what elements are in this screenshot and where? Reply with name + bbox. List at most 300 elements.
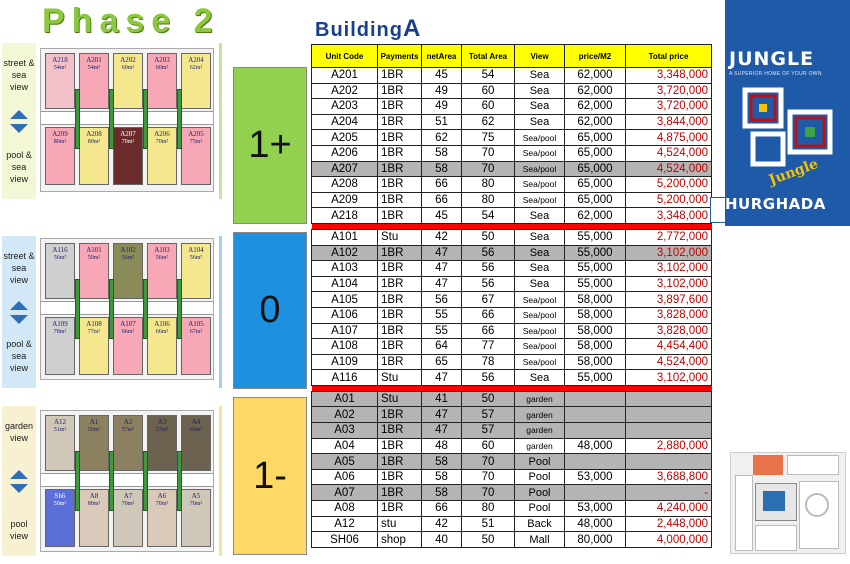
- plan-unit: [45, 53, 75, 109]
- plan-unit: [45, 317, 75, 375]
- plan-unit: [147, 243, 177, 299]
- cell-code: A202: [312, 83, 378, 99]
- cell-view: Sea: [515, 229, 565, 245]
- arrow-down-icon: [10, 315, 28, 324]
- cell-pay: 1BR: [378, 245, 422, 261]
- cell-code: A06: [312, 469, 378, 485]
- table-row: [312, 161, 712, 177]
- table-row: [312, 339, 712, 355]
- floor-upper-label: 1+: [248, 124, 292, 166]
- cell-total-price: 3,102,000: [626, 261, 712, 277]
- plan-unit-code: A106: [154, 320, 170, 328]
- plan-unit: [181, 127, 211, 185]
- cell-view: Pool: [515, 469, 565, 485]
- plan-unit: [181, 53, 211, 109]
- stair-core: [177, 279, 182, 339]
- cell-code: A206: [312, 145, 378, 161]
- pool-sea-view-label-2: pool & sea view: [6, 338, 32, 373]
- cell-total: 60: [462, 438, 515, 454]
- plan-unit-area: 75m²: [189, 139, 203, 145]
- cell-view: Pool: [515, 485, 565, 501]
- cell-price: 58,000: [565, 354, 626, 370]
- cell-total: 50: [462, 229, 515, 245]
- cell-code: A04: [312, 438, 378, 454]
- cell-total-price: [626, 423, 712, 439]
- stair-core: [143, 279, 148, 339]
- cell-price: 62,000: [565, 208, 626, 224]
- table-row: [312, 208, 712, 224]
- cell-price: 65,000: [565, 192, 626, 208]
- cell-code: A218: [312, 208, 378, 224]
- cell-total: 56: [462, 276, 515, 292]
- cell-view: Sea: [515, 245, 565, 261]
- cell-total-price: 3,102,000: [626, 245, 712, 261]
- cell-total-price: 4,240,000: [626, 501, 712, 517]
- stair-core: [109, 89, 114, 149]
- plan-unit: [147, 53, 177, 109]
- cell-pay: 1BR: [378, 469, 422, 485]
- table-row: [312, 391, 712, 407]
- plan-unit-area: 66m²: [121, 329, 135, 335]
- cell-pay: 1BR: [378, 339, 422, 355]
- table-row: [312, 177, 712, 193]
- plan-unit: [147, 317, 177, 375]
- plan-unit: [79, 243, 109, 299]
- cell-view: Pool: [515, 454, 565, 470]
- plan-unit-area: 70m²: [155, 501, 169, 507]
- plan-unit-area: 56m²: [155, 255, 169, 261]
- table-row: [312, 145, 712, 161]
- cell-net: 58: [422, 485, 462, 501]
- cell-view: garden: [515, 407, 565, 423]
- plan-unit: [79, 127, 109, 185]
- upper-views-bar: [2, 43, 36, 199]
- cell-total-price: 3,828,000: [626, 307, 712, 323]
- street-sea-view-label: street & sea view: [3, 58, 35, 93]
- plan-unit: [45, 243, 75, 299]
- cell-total: 70: [462, 469, 515, 485]
- cell-view: Sea/pool: [515, 292, 565, 308]
- cell-view: Sea/pool: [515, 130, 565, 146]
- cell-price: 65,000: [565, 161, 626, 177]
- plan-unit-code: A105: [188, 320, 204, 328]
- cell-total-price: -: [626, 485, 712, 501]
- table-row: [312, 114, 712, 130]
- plan-unit: [45, 415, 75, 471]
- table-row: [312, 192, 712, 208]
- cell-pay: 1BR: [378, 177, 422, 193]
- plan-unit-code: A3: [157, 418, 167, 426]
- cell-pay: 1BR: [378, 130, 422, 146]
- plan-unit-area: 57m²: [121, 427, 135, 433]
- ground-views-bar: [2, 236, 36, 388]
- cell-total: 50: [462, 391, 515, 407]
- cell-total-price: 5,200,000: [626, 177, 712, 193]
- plan-unit-code: A109: [52, 320, 68, 328]
- cell-price: 48,000: [565, 516, 626, 532]
- cell-total-price: 4,454,400: [626, 339, 712, 355]
- cell-total: 75: [462, 130, 515, 146]
- plan-unit-code: A206: [154, 130, 170, 138]
- cell-price: 53,000: [565, 501, 626, 517]
- plan-unit: [181, 415, 211, 471]
- cell-view: Sea: [515, 114, 565, 130]
- cell-total-price: 3,102,000: [626, 370, 712, 386]
- cell-total: 66: [462, 323, 515, 339]
- plan-unit: [181, 243, 211, 299]
- cell-view: Sea/pool: [515, 339, 565, 355]
- table-row: [312, 99, 712, 115]
- stair-core: [75, 451, 80, 511]
- cell-pay: 1BR: [378, 145, 422, 161]
- arrow-down-icon: [10, 124, 28, 133]
- cell-total: 80: [462, 501, 515, 517]
- cell-view: Sea/pool: [515, 177, 565, 193]
- cell-code: A101: [312, 229, 378, 245]
- cell-code: A108: [312, 339, 378, 355]
- cell-view: Sea: [515, 99, 565, 115]
- cell-view: garden: [515, 423, 565, 439]
- cell-view: Sea/pool: [515, 145, 565, 161]
- cell-price: 53,000: [565, 469, 626, 485]
- table-row: [312, 276, 712, 292]
- cell-pay: Stu: [378, 391, 422, 407]
- plan-unit-code: A202: [120, 56, 136, 64]
- plan-unit-area: 56m²: [121, 255, 135, 261]
- cell-total: 70: [462, 454, 515, 470]
- cell-net: 47: [422, 423, 462, 439]
- ground-floor-plan: [40, 238, 214, 380]
- cell-price: 55,000: [565, 276, 626, 292]
- cell-price: 62,000: [565, 99, 626, 115]
- cell-total: 70: [462, 161, 515, 177]
- plan-unit-area: 57m²: [155, 427, 169, 433]
- cell-net: 47: [422, 276, 462, 292]
- cell-price: [565, 423, 626, 439]
- cell-view: Sea/pool: [515, 161, 565, 177]
- cell-price: [565, 407, 626, 423]
- plan-unit-area: 54m²: [87, 65, 101, 71]
- cell-price: 65,000: [565, 130, 626, 146]
- corridor: [41, 111, 213, 125]
- price-table: [311, 44, 712, 548]
- table-row: [312, 83, 712, 99]
- cell-total-price: [626, 454, 712, 470]
- cell-view: Sea: [515, 68, 565, 84]
- cell-pay: 1BR: [378, 261, 422, 277]
- cell-pay: 1BR: [378, 407, 422, 423]
- plan-unit-area: 70m²: [189, 501, 203, 507]
- ground-side-line: [219, 236, 222, 388]
- floor-lower-label: 1-: [253, 454, 287, 497]
- plan-unit-area: 70m²: [121, 501, 135, 507]
- cell-total: 51: [462, 516, 515, 532]
- col-net-area: netArea: [422, 45, 462, 68]
- cell-pay: 1BR: [378, 354, 422, 370]
- stair-core: [143, 89, 148, 149]
- cell-price: 58,000: [565, 292, 626, 308]
- plan-unit: [45, 489, 75, 547]
- cell-code: A12: [312, 516, 378, 532]
- cell-pay: 1BR: [378, 501, 422, 517]
- cell-total-price: [626, 407, 712, 423]
- plan-unit: [79, 317, 109, 375]
- cell-pay: 1BR: [378, 208, 422, 224]
- cell-net: 56: [422, 292, 462, 308]
- cell-net: 51: [422, 114, 462, 130]
- floor-upper-block: [233, 67, 307, 224]
- cell-code: A204: [312, 114, 378, 130]
- cell-price: 62,000: [565, 83, 626, 99]
- plan-unit-area: 70m²: [121, 139, 135, 145]
- street-sea-view-label-2: street & sea view: [3, 251, 35, 286]
- cell-price: [565, 485, 626, 501]
- cell-view: Sea/pool: [515, 307, 565, 323]
- cell-view: Back: [515, 516, 565, 532]
- cell-code: A106: [312, 307, 378, 323]
- cell-total-price: 4,000,000: [626, 532, 712, 548]
- col-unit-code: Unit Code: [312, 45, 378, 68]
- cell-total: 57: [462, 423, 515, 439]
- cell-code: A08: [312, 501, 378, 517]
- plan-unit: [45, 127, 75, 185]
- plan-unit-code: A104: [188, 246, 204, 254]
- plan-unit: [113, 53, 143, 109]
- plan-unit-code: A203: [154, 56, 170, 64]
- plan-unit-code: A107: [120, 320, 136, 328]
- stair-core: [75, 89, 80, 149]
- plan-unit-code: A208: [86, 130, 102, 138]
- plan-unit: [147, 415, 177, 471]
- cell-view: Pool: [515, 501, 565, 517]
- table-row: [312, 423, 712, 439]
- table-row: [312, 229, 712, 245]
- cell-net: 41: [422, 391, 462, 407]
- site-map: [730, 452, 846, 554]
- table-row: [312, 407, 712, 423]
- plan-unit-code: A218: [52, 56, 68, 64]
- plan-unit: [113, 127, 143, 185]
- plan-unit: [181, 489, 211, 547]
- pool-view-label: pool view: [9, 518, 28, 541]
- plan-unit: [113, 243, 143, 299]
- cell-net: 65: [422, 354, 462, 370]
- plan-unit-area: 56m²: [189, 255, 203, 261]
- cell-code: A07: [312, 485, 378, 501]
- col-view: View: [515, 45, 565, 68]
- col-total-area: Total Area: [462, 45, 515, 68]
- cell-pay: 1BR: [378, 423, 422, 439]
- plan-unit-code: A205: [188, 130, 204, 138]
- cell-net: 42: [422, 229, 462, 245]
- cell-pay: stu: [378, 516, 422, 532]
- cell-code: A203: [312, 99, 378, 115]
- cell-net: 42: [422, 516, 462, 532]
- lower-views-bar: [2, 406, 36, 556]
- cell-total-price: 4,524,000: [626, 354, 712, 370]
- cell-net: 58: [422, 161, 462, 177]
- cell-price: 80,000: [565, 532, 626, 548]
- stair-core: [177, 89, 182, 149]
- table-row: [312, 68, 712, 84]
- floor-ground-block: [233, 232, 307, 389]
- plan-unit-area: 54m²: [53, 65, 67, 71]
- cell-pay: 1BR: [378, 114, 422, 130]
- logo-word: Jungle: [766, 156, 821, 189]
- plan-unit-area: 50m²: [87, 255, 101, 261]
- cell-net: 66: [422, 177, 462, 193]
- cell-net: 55: [422, 323, 462, 339]
- cell-code: A116: [312, 370, 378, 386]
- table-row: [312, 516, 712, 532]
- upper-floor-plan: [40, 48, 214, 192]
- cell-code: SH06: [312, 532, 378, 548]
- cell-total: 56: [462, 261, 515, 277]
- building-label: Building: [315, 19, 403, 41]
- cell-price: 58,000: [565, 323, 626, 339]
- cell-code: A207: [312, 161, 378, 177]
- cell-price: [565, 454, 626, 470]
- cell-pay: 1BR: [378, 485, 422, 501]
- cell-price: 62,000: [565, 68, 626, 84]
- cell-total: 56: [462, 245, 515, 261]
- pool-sea-view-label: pool & sea view: [6, 149, 32, 184]
- plan-unit-code: A116: [52, 246, 68, 254]
- cell-code: A209: [312, 192, 378, 208]
- cell-total-price: 5,200,000: [626, 192, 712, 208]
- cell-code: A205: [312, 130, 378, 146]
- cell-net: 47: [422, 407, 462, 423]
- plan-unit-area: 78m²: [53, 329, 67, 335]
- cell-total: 60: [462, 99, 515, 115]
- cell-pay: shop: [378, 532, 422, 548]
- table-row: [312, 438, 712, 454]
- cell-code: A103: [312, 261, 378, 277]
- cell-pay: 1BR: [378, 83, 422, 99]
- stair-core: [177, 451, 182, 511]
- plan-unit: [113, 489, 143, 547]
- table-row: [312, 485, 712, 501]
- stair-core: [143, 451, 148, 511]
- cell-total-price: 3,688,800: [626, 469, 712, 485]
- col-payments: Payments: [378, 45, 422, 68]
- cell-net: 45: [422, 68, 462, 84]
- table-row: [312, 323, 712, 339]
- col-total-price: Total price: [626, 45, 712, 68]
- cell-code: A105: [312, 292, 378, 308]
- cell-pay: 1BR: [378, 323, 422, 339]
- cell-total-price: 3,828,000: [626, 323, 712, 339]
- corridor: [41, 473, 213, 487]
- plan-unit: [147, 127, 177, 185]
- cell-code: A05: [312, 454, 378, 470]
- cell-net: 62: [422, 130, 462, 146]
- arrow-up-icon: [10, 301, 28, 310]
- plan-unit: [113, 317, 143, 375]
- cell-total: 70: [462, 485, 515, 501]
- plan-unit-area: 70m²: [155, 139, 169, 145]
- table-header-row: [312, 45, 712, 68]
- cell-view: Sea: [515, 261, 565, 277]
- cell-view: Sea/pool: [515, 354, 565, 370]
- floor-ground-label: 0: [259, 289, 281, 331]
- plan-unit: [147, 489, 177, 547]
- cell-code: A201: [312, 68, 378, 84]
- cell-net: 45: [422, 208, 462, 224]
- plan-unit-code: A1: [89, 418, 99, 426]
- stair-core: [109, 279, 114, 339]
- cell-code: A03: [312, 423, 378, 439]
- stair-core: [109, 451, 114, 511]
- cell-code: A208: [312, 177, 378, 193]
- plan-unit-area: 56m²: [53, 255, 67, 261]
- corridor: [41, 301, 213, 315]
- cell-view: Sea: [515, 276, 565, 292]
- cell-total: 57: [462, 407, 515, 423]
- plan-unit-area: 62m²: [189, 65, 203, 71]
- brand-name: JUNGLE: [729, 48, 815, 70]
- plan-unit: [79, 415, 109, 471]
- cell-net: 49: [422, 83, 462, 99]
- col-price-m2: price/M2: [565, 45, 626, 68]
- plan-unit-code: A101: [86, 246, 102, 254]
- cell-net: 64: [422, 339, 462, 355]
- cell-price: 48,000: [565, 438, 626, 454]
- cell-net: 58: [422, 454, 462, 470]
- plan-unit-code: A2: [123, 418, 133, 426]
- cell-net: 47: [422, 370, 462, 386]
- cell-view: Sea/pool: [515, 192, 565, 208]
- plan-unit-code: A6: [157, 492, 167, 500]
- cell-code: A01: [312, 391, 378, 407]
- plan-unit-code: A8: [89, 492, 99, 500]
- garden-view-label: garden view: [4, 421, 34, 444]
- plan-unit-code: A207: [120, 130, 136, 138]
- arrow-up-icon: [10, 110, 28, 119]
- plan-unit-code: A103: [154, 246, 170, 254]
- cell-net: 40: [422, 532, 462, 548]
- cell-view: Sea/pool: [515, 323, 565, 339]
- cell-pay: Stu: [378, 370, 422, 386]
- cell-total: 70: [462, 145, 515, 161]
- cell-code: A102: [312, 245, 378, 261]
- cell-total-price: 3,348,000: [626, 208, 712, 224]
- cell-total-price: 3,102,000: [626, 276, 712, 292]
- cell-price: 55,000: [565, 245, 626, 261]
- plan-unit-area: 67m²: [189, 329, 203, 335]
- cell-total-price: 3,720,000: [626, 99, 712, 115]
- cell-total: 62: [462, 114, 515, 130]
- cell-total: 56: [462, 370, 515, 386]
- plan-unit: [181, 317, 211, 375]
- plan-unit: [79, 53, 109, 109]
- cell-total-price: [626, 391, 712, 407]
- cell-total-price: 2,880,000: [626, 438, 712, 454]
- cell-net: 49: [422, 99, 462, 115]
- plan-unit-area: 80m²: [53, 139, 67, 145]
- cell-code: A104: [312, 276, 378, 292]
- cell-net: 47: [422, 245, 462, 261]
- plan-unit-area: 60m²: [155, 65, 169, 71]
- table-row: [312, 261, 712, 277]
- floor-lower-block: [233, 397, 307, 555]
- building-letter: A: [402, 15, 421, 42]
- table-row: [312, 501, 712, 517]
- table-row: [312, 454, 712, 470]
- cell-price: 58,000: [565, 339, 626, 355]
- cell-pay: 1BR: [378, 192, 422, 208]
- plan-unit-area: 80m²: [87, 139, 101, 145]
